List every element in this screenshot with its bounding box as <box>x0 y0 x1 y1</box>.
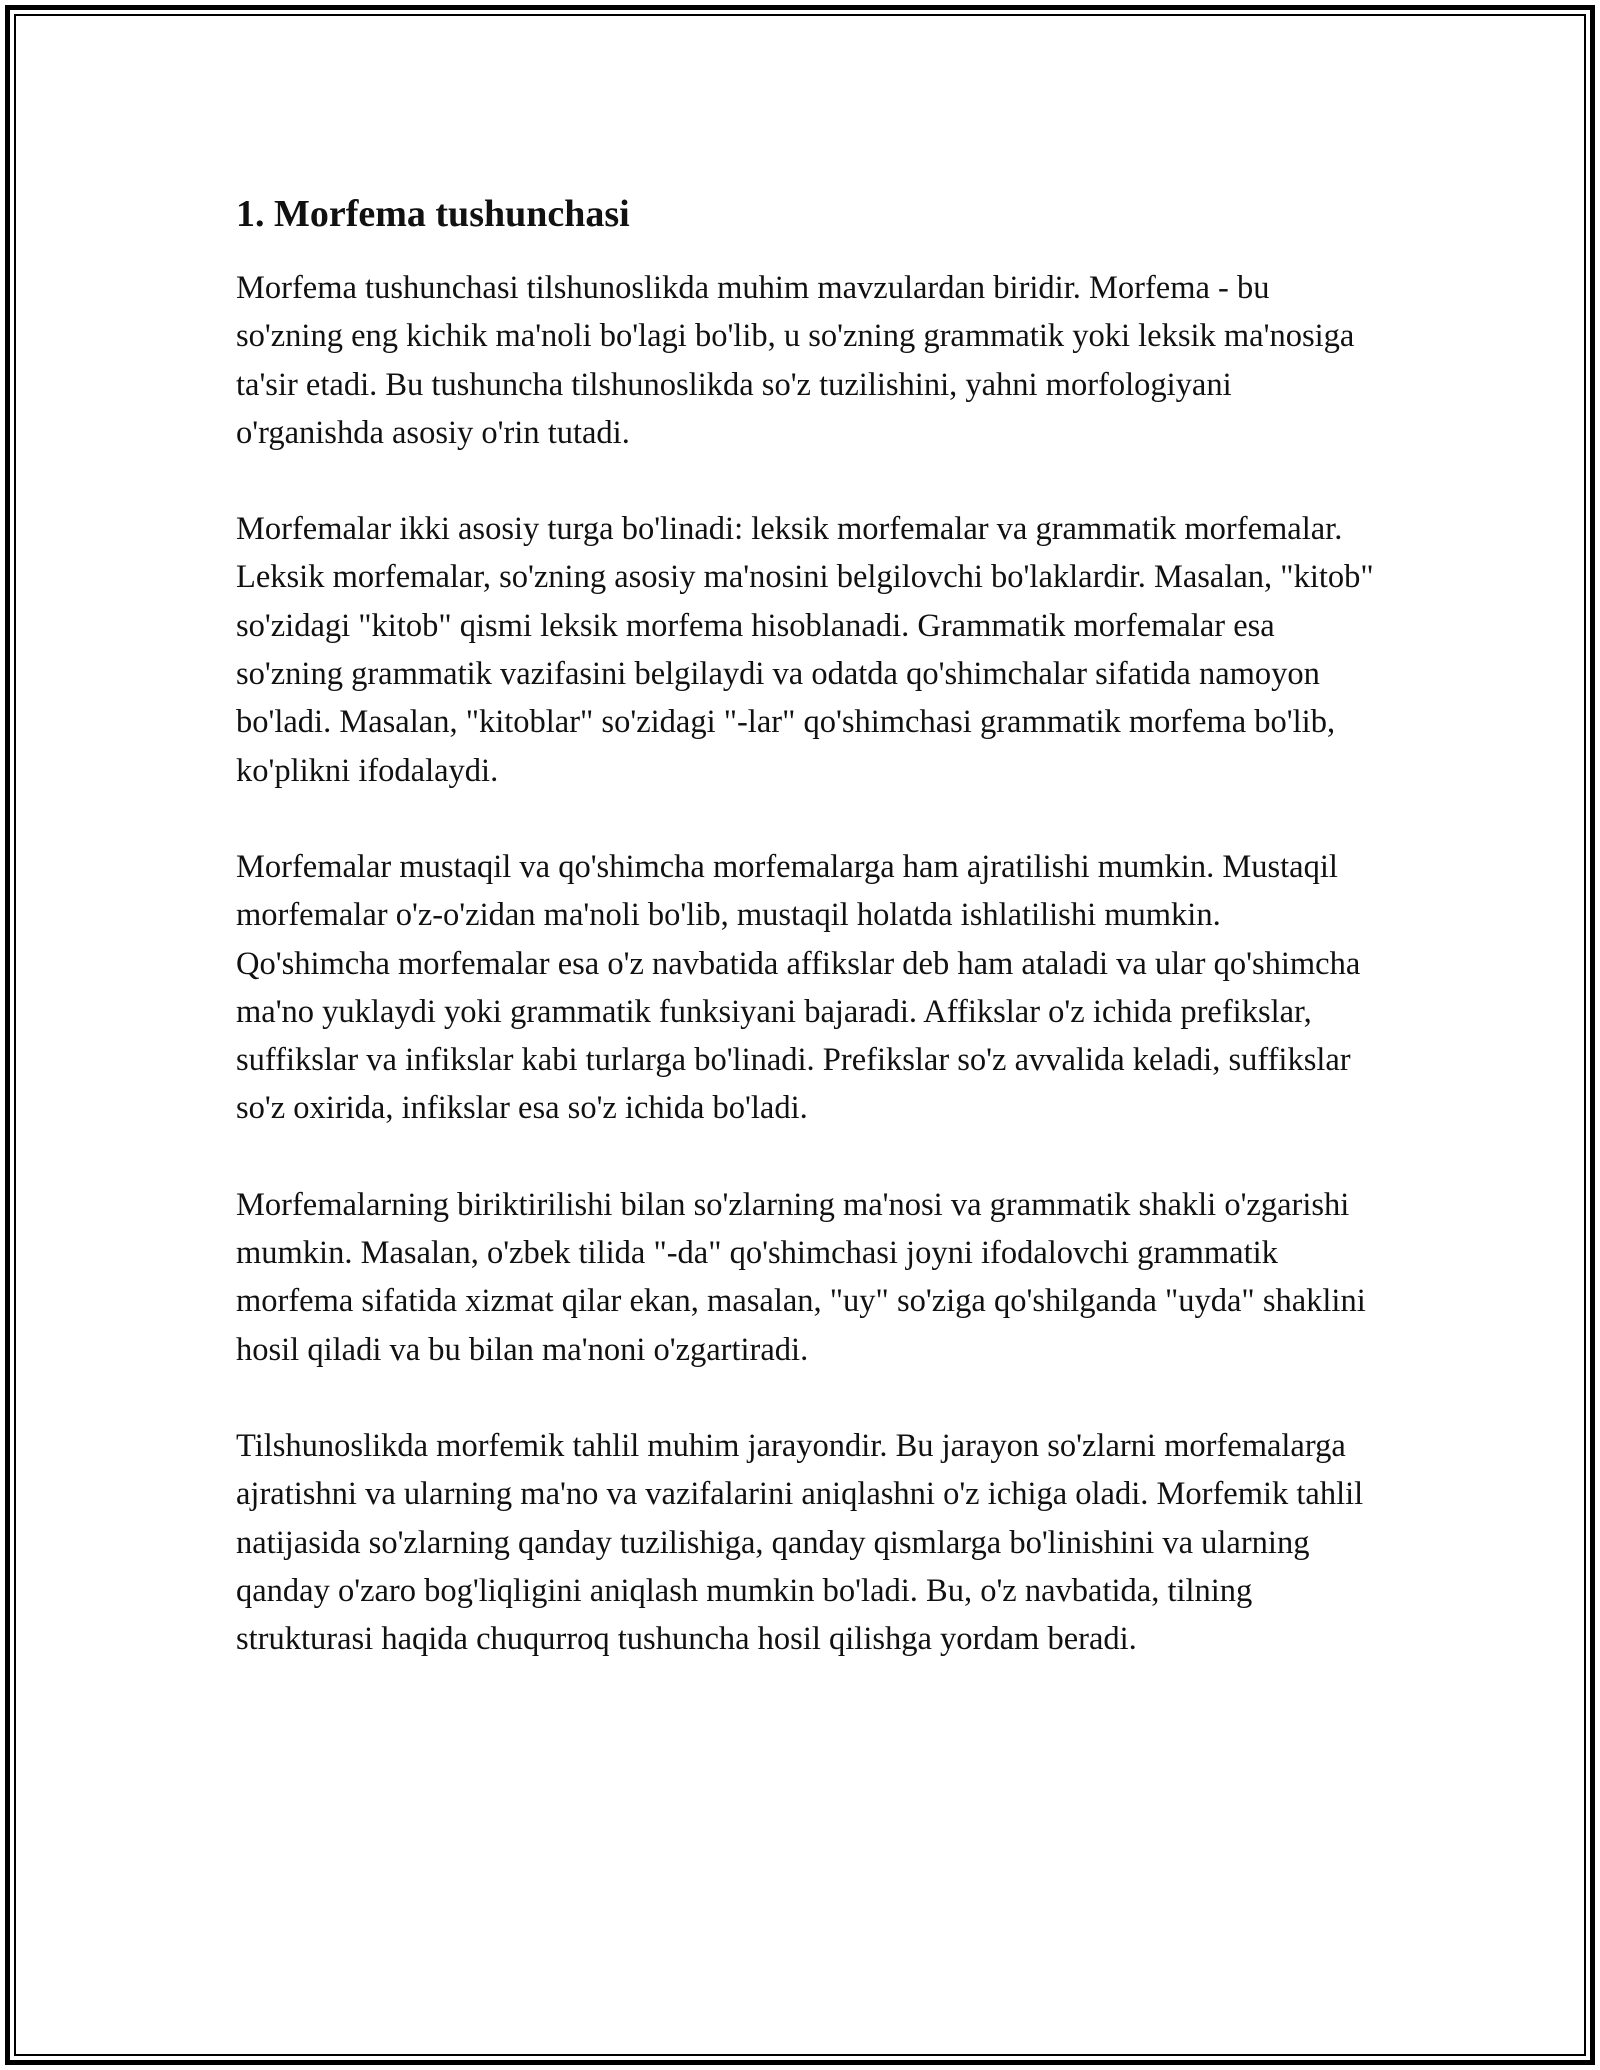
paragraph-2: Morfemalar ikki asosiy turga bo'linadi: leksik morfemalar va grammatik morfemalar. Leksik morfemalar, so'zning asosiy ma'nosini belgilovchi bo'laklardir. Masalan, "kitob" so'zidagi "kitob" qismi leksik morfema hisoblanadi. Grammatik morfemalar esa so'zning grammatik vazifasini belgilaydi va odatda qo'shimchalar sifatida namoyon bo'ladi. Masalan, "kitoblar" so'zidagi "-lar" qo'shimchasi grammatik morfema bo'lib, ko'plikni ifodalaydi. <box>236 511 1374 789</box>
section-heading: 1. Morfema tushunchasi <box>236 193 630 235</box>
paragraph-3: Morfemalar mustaqil va qo'shimcha morfemalarga ham ajratilishi mumkin. Mustaqil morfemalar o'z-o'zidan ma'noli bo'lib, mustaqil holatda ishlatilishi mumkin. Qo'shimcha morfemalar esa o'z navbatida affikslar deb ham ataladi va ular qo'shimcha ma'no yuklaydi yoki grammatik funksiyani bajaradi. Affikslar o'z ichida prefikslar, suffikslar va infikslar kabi turlarga bo'linadi. Prefikslar so'z avvalida keladi, suffikslar so'z oxirida, infikslar esa so'z ichida bo'ladi. <box>236 848 1361 1127</box>
document-body <box>236 186 1376 1711</box>
paragraph-5: Tilshunoslikda morfemik tahlil muhim jarayondir. Bu jarayon so'zlarni morfemalarga ajratishni va ularning ma'no va vazifalarini aniqlashni o'z ichiga oladi. Morfemik tahlil natijasida so'zlarning qanday tuzilishiga, qanday qismlarga bo'linishini va ularning qanday o'zaro bog'liqligini aniqlash mumkin bo'ladi. Bu, o'z navbatida, tilning strukturasi haqida chuqurroq tushuncha hosil qilishga yordam beradi. <box>236 1427 1364 1658</box>
paragraph-1: Morfema tushunchasi tilshunoslikda muhim mavzulardan biridir. Morfema - bu so'zning eng kichik ma'noli bo'lagi bo'lib, u so'zning grammatik yoki leksik ma'nosiga ta'sir etadi. Bu tushuncha tilshunoslikda so'z tuzilishini, yahni morfologiyani o'rganishda asosiy o'rin tutadi. <box>236 270 1355 451</box>
paragraph-4: Morfemalarning biriktirilishi bilan so'zlarning ma'nosi va grammatik shakli o'zgarishi mumkin. Masalan, o'zbek tilida "-da" qo'shimchasi joyni ifodalovchi grammatik morfema sifatida xizmat qilar ekan, masalan, "uy" so'ziga qo'shilganda "uyda" shaklini hosil qiladi va bu bilan ma'noni o'zgartiradi. <box>236 1186 1366 1368</box>
